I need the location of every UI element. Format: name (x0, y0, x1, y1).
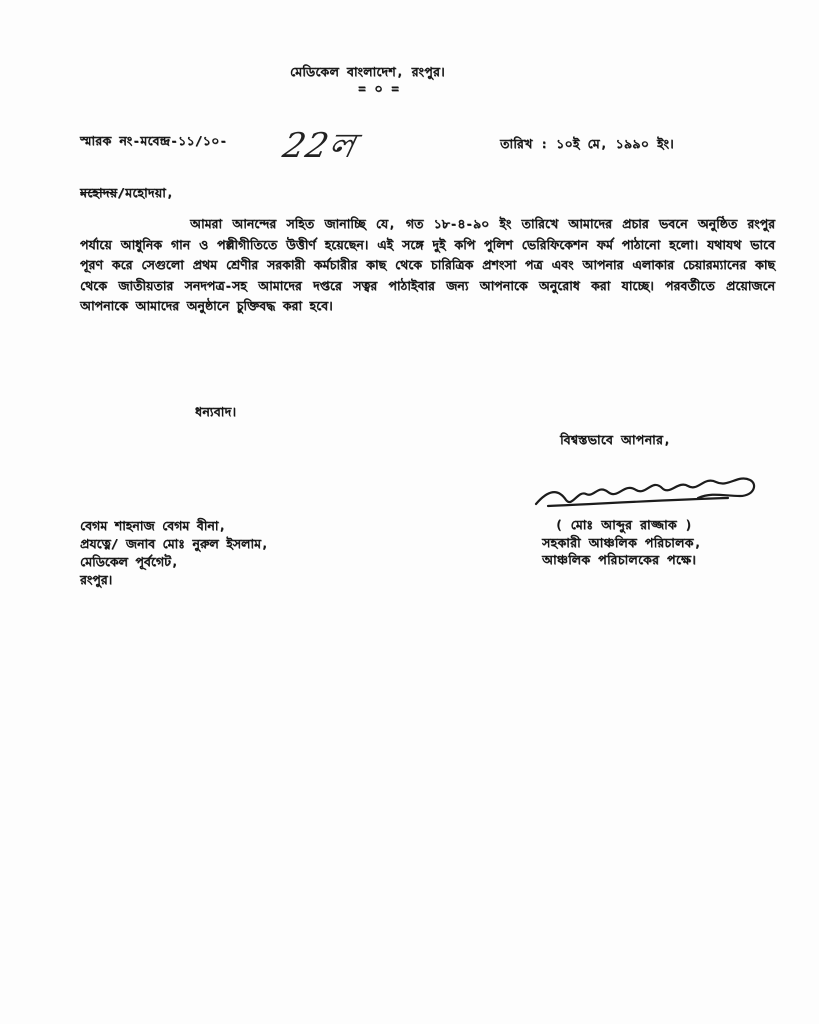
salutation-text: /মহোদয়া, (117, 185, 174, 200)
recipient-line-1: বেগম শাহনাজ বেগম বীনা, (80, 518, 226, 533)
memo-number: স্মারক নং-মবেন্দ্র-১১/১০- (80, 133, 228, 148)
letter-body: আমরা আনন্দের সহিত জানাচ্ছি যে, গত ১৮-৪-৯০ ইং তারিখে আমাদের প্রচার ভবনে অনুষ্ঠিত রংপুর পর্যায়ে আধুনিক গান ও পল্লীগীতিতে উত্তীর্ণ হয়েছেন। এই সঙ্গে দুই কপি পুলিশ ভেরিফিকেশন ফর্ম পাঠানো হলো। যথাযথ ভাবে পূরণ করে সেগুলো প্রথম শ্রেণীর সরকারী কর্মচারীর কাছ থেকে চারিত্রিক প্রশংসা পত্র এবং আপনার এলাকার চেয়ারম্যানের কাছ থেকে জাতীয়তার সনদপত্র-সহ আমাদের দপ্তরে সত্বর পাঠাইবার জন্য আপনাকে অনুরোধ করা যাচ্ছে। পরবর্তীতে প্রয়োজনে আপনাকে আমাদের অনুষ্ঠানে চুক্তিবদ্ধ করা হবে। (80, 216, 775, 313)
handwritten-signature (528, 470, 768, 515)
letter-date: তারিখ : ১০ই মে, ১৯৯০ ইং। (500, 136, 674, 151)
recipient-line-3: মেডিকেল পূর্বগেট, (80, 554, 179, 569)
signer-name: ( মোঃ আব্দুর রাজ্জাক ) (555, 517, 693, 532)
salutation (80, 185, 174, 205)
memo-handwritten-number: 22ল (279, 126, 360, 166)
recipient-line-4: রংপুর। (80, 572, 113, 587)
salutation-struck: মহোদয় (80, 185, 118, 200)
thanks-line: ধন্যবাদ। (195, 404, 237, 419)
recipient-address (80, 517, 268, 589)
letterhead-org-name: মেডিকেল বাংলাদেশ, রংপুর। (290, 64, 445, 79)
signer-department: আঞ্চলিক পরিচালকের পক্ষে। (542, 552, 697, 567)
letterhead-mark: = ০ = (358, 82, 400, 97)
closing-line: বিশ্বস্তভাবে আপনার, (560, 432, 671, 447)
recipient-line-2: প্রযত্নে/ জনাব মোঃ নুরুল ইসলাম, (80, 536, 269, 551)
signer-title: সহকারী আঞ্চলিক পরিচালক, (542, 535, 702, 550)
